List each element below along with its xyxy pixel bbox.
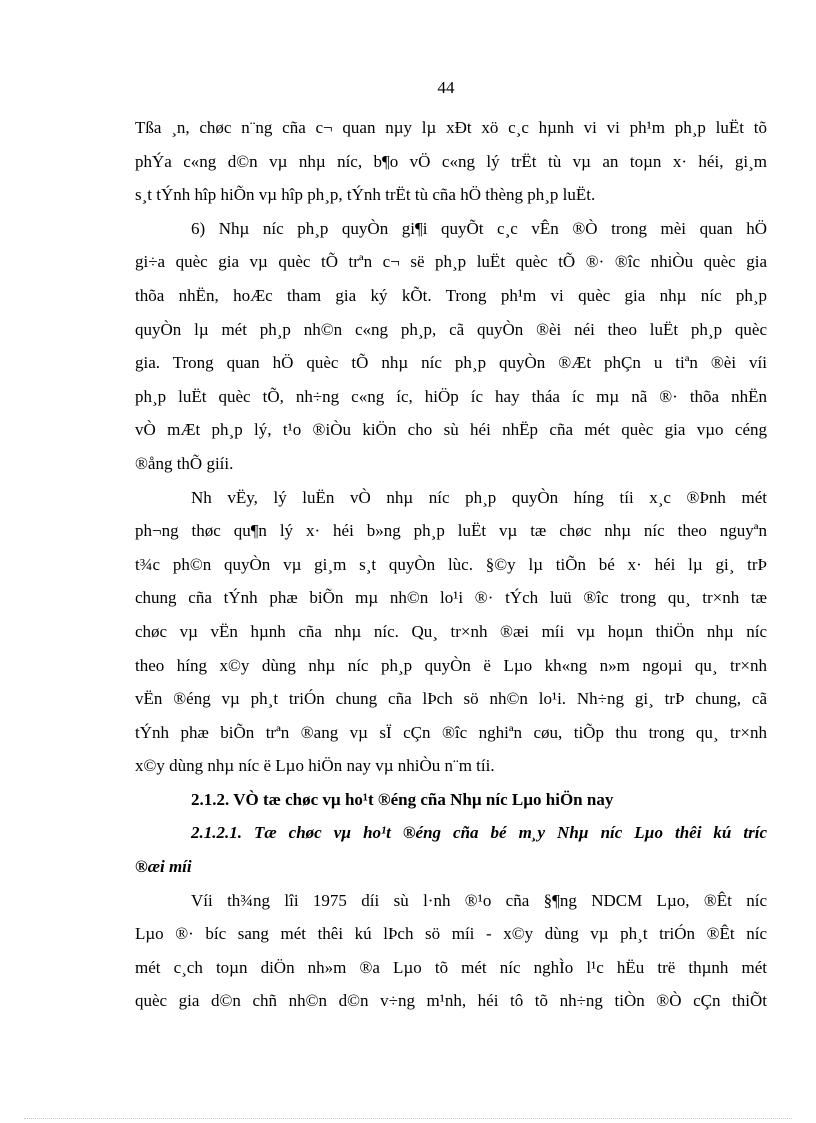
text-line: phÝa c«ng d©n vµ nhµ níc, b¶o vÖ c«ng lý trËt tù vµ an toµn x· héi, gi¸m xyxy=(135,151,767,171)
text-line: chøc vµ vËn hµnh cña nhµ níc. Qu¸ tr×nh ®æi míi vµ hoµn thiÖn nhµ níc xyxy=(135,621,767,641)
text-line: ®ång thÕ giíi. xyxy=(135,453,234,473)
page-number: 44 xyxy=(437,78,455,97)
text-line: vËn ®éng vµ ph¸t triÓn chung cña lÞch sö nh©n lo¹i. Nh÷ng gi¸ trÞ chung, cã xyxy=(135,689,767,709)
text-line: thõa nhËn, hoÆc tham gia ký kÕt. Trong ph¹m vi quèc gia nhµ níc ph¸p xyxy=(135,285,767,305)
text-line: Lµo ®· bíc sang mét thêi kú lÞch sö míi - x©y dùng vµ ph¸t triÓn ®Êt níc xyxy=(135,924,767,944)
text-line: 2.1.2.1. Tæ chøc vµ ho¹t ®éng cña bé m¸y Nhµ níc Lµo thêi kú tríc xyxy=(191,823,767,843)
text-line: ph¬ng thøc qu¶n lý x· héi b»ng ph¸p luËt vµ tæ chøc nhµ níc theo nguyªn xyxy=(135,521,767,541)
text-line: gi÷a quèc gia vµ quèc tÕ trªn c¬ së ph¸p luËt quèc tÕ ®· ®îc nhiÒu quèc gia xyxy=(135,252,767,272)
text-line: ph¸p luËt quèc tÕ, nh÷ng c«ng íc, hiÖp íc hay tháa íc mµ nã ®· thõa nhËn xyxy=(135,386,767,406)
text-line: quèc gia d©n chñ nh©n d©n v÷ng m¹nh, héi tô tõ nh÷ng tiÒn ®Ò cÇn thiÕt xyxy=(135,991,767,1011)
text-line: Nh vËy, lý luËn vÒ nhµ níc ph¸p quyÒn híng tíi x¸c ®Þnh mét xyxy=(191,487,767,507)
text-line: theo híng x©y dùng nhµ níc ph¸p quyÒn ë Lµo kh«ng n»m ngoµi qu¸ tr×nh xyxy=(135,655,767,675)
page-bottom-divider xyxy=(24,1118,792,1119)
text-line: Víi th¾ng lîi 1975 díi sù l·nh ®¹o cña §¶ng NDCM Lµo, ®Êt níc xyxy=(191,890,767,910)
text-line: x©y dùng nhµ níc ë Lµo hiÖn nay vµ nhiÒu n¨m tíi. xyxy=(135,756,495,776)
text-line: chung cña tÝnh phæ biÕn mµ nh©n lo¹i ®· tÝch luü ®îc trong qu¸ tr×nh tæ xyxy=(135,588,767,608)
text-line: vÒ mÆt ph¸p lý, t¹o ®iÒu kiÖn cho sù héi nhËp cña mét quèc gia vµo céng xyxy=(135,420,767,440)
text-line: t¾c ph©n quyÒn vµ gi¸m s¸t quyÒn lùc. §©y lµ tiÕn bé x· héi lµ gi¸ trÞ xyxy=(135,554,767,574)
body-text xyxy=(135,111,767,1018)
text-line: 2.1.2. VÒ tæ chøc vµ ho¹t ®éng cña Nhµ níc Lµo hiÖn nay xyxy=(191,789,614,809)
text-line: ®æi míi xyxy=(135,857,192,877)
text-line: tÝnh phæ biÕn trªn ®ang vµ sÏ cÇn ®îc nghiªn cøu, tiÕp thu trong qu¸ tr×nh xyxy=(135,722,767,742)
text-line: s¸t tÝnh hîp hiÕn vµ hîp ph¸p, tÝnh trËt tù cña hÖ thèng ph¸p luËt. xyxy=(135,185,596,205)
text-line: 6) Nhµ níc ph¸p quyÒn gi¶i quyÕt c¸c vÊn ®Ò trong mèi quan hÖ xyxy=(191,218,767,238)
text-line: mét c¸ch toµn diÖn nh»m ®a Lµo tõ mét níc nghÌo l¹c hËu trë thµnh mét xyxy=(135,957,767,977)
text-line: Tßa ¸n, chøc n¨ng cña c¬ quan nµy lµ xÐt xö c¸c hµnh vi vi ph¹m ph¸p luËt tõ xyxy=(135,118,767,137)
text-line: gia. Trong quan hÖ quèc tÕ nhµ níc ph¸p quyÒn ®Æt phÇn u tiªn ®èi víi xyxy=(135,353,767,373)
text-line: quyÒn lµ mét ph¸p nh©n c«ng ph¸p, cã quyÒn ®èi néi theo luËt ph¸p quèc xyxy=(135,319,767,339)
